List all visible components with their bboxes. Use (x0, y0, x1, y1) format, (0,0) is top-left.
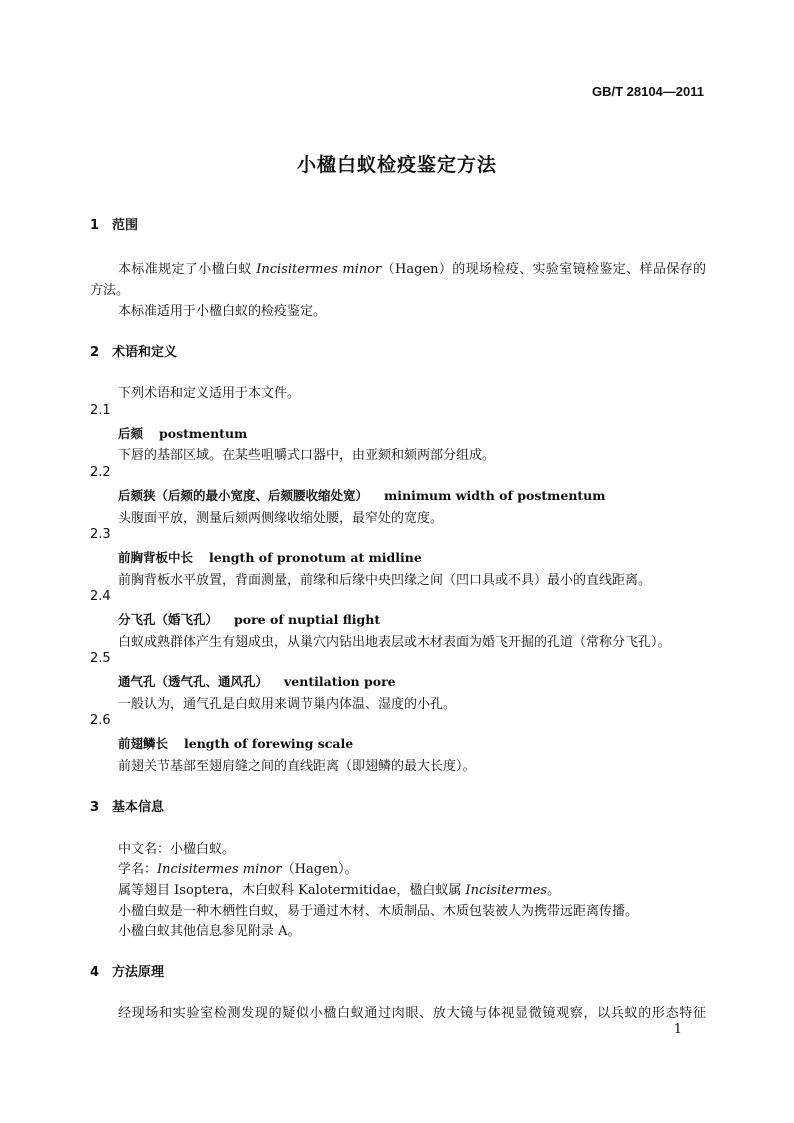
term-definition: 头腹面平放，测量后颏两侧缘收缩处腰，最窄处的宽度。 (118, 511, 444, 526)
scope-paragraph-1-continued: 方法。 (90, 283, 130, 298)
principle-paragraph: 经现场和实验室检测发现的疑似小楹白蚁通过肉眼、放大镜与体视显微镜观察，以兵蚁的形态特征 (118, 1006, 706, 1021)
info-scientific-name (118, 858, 358, 877)
standard-id: GB/T 28104—2011 (591, 84, 704, 99)
section-title: 方法原理 (112, 965, 165, 980)
section-2-heading (90, 341, 177, 360)
term-number: 2.1 (90, 403, 111, 418)
text: 本标准规定了小楹白蚁 (118, 262, 257, 277)
term-definition: 前胸背板水平放置，背面测量，前缘和后缘中央凹缘之间（凹口具或不具）最小的直线距离。 (118, 573, 652, 588)
term-number: 2.2 (90, 465, 111, 480)
term-name (118, 610, 380, 628)
section-4-heading (90, 961, 164, 980)
term-name (118, 548, 422, 566)
section-title: 范围 (112, 218, 139, 233)
info-chinese-name: 中文名：小楹白蚁。 (118, 842, 236, 857)
section-1-heading (90, 214, 138, 233)
term-zh: 前翅鳞长 (118, 736, 169, 751)
info-taxonomy (118, 879, 560, 898)
term-number: 2.4 (90, 589, 111, 604)
term-name (118, 734, 353, 752)
scientific-name: Incisitermes minor (256, 262, 382, 277)
term-definition: 白蚁成熟群体产生有翅成虫，从巢穴内钻出地表层或木材表面为婚飞开掘的孔道（常称分飞孔）。 (118, 635, 671, 650)
scope-paragraph-2: 本标准适用于小楹白蚁的检疫鉴定。 (118, 304, 327, 319)
terms-intro: 下列术语和定义适用于本文件。 (118, 386, 301, 401)
term-en: postmentum (159, 426, 248, 441)
term-definition: 下唇的基部区域。在某些咀嚼式口器中，由亚颏和颏两部分组成。 (118, 448, 496, 463)
page-number: 1 (673, 1022, 682, 1037)
section-number: 2 (90, 345, 100, 360)
term-en: minimum width of postmentum (384, 488, 606, 503)
document-title: 小楹白蚁检疫鉴定方法 (296, 154, 497, 176)
term-definition: 前翅关节基部至翅肩缝之间的直线距离（即翅鳞的最大长度）。 (118, 759, 476, 774)
section-number: 4 (90, 965, 100, 980)
text: 学名： (118, 862, 158, 877)
section-number: 3 (90, 800, 100, 815)
term-name (118, 486, 606, 504)
text: 。 (547, 883, 561, 898)
section-3-heading (90, 796, 164, 815)
term-zh: 后颏狭（后颏的最小宽度、后颏腰收缩处宽） (118, 488, 369, 503)
term-en: pore of nuptial flight (234, 612, 381, 627)
info-appendix-ref: 小楹白蚁其他信息参见附录 A。 (118, 924, 301, 939)
term-definition: 一般认为，通气孔是白蚁用来调节巢内体温、湿度的小孔。 (118, 697, 457, 712)
term-zh: 通气孔（透气孔、通风孔） (118, 674, 269, 689)
section-title: 术语和定义 (112, 345, 178, 360)
term-zh: 前胸背板中长 (118, 550, 194, 565)
genus-name: Incisitermes (465, 883, 548, 898)
term-number: 2.3 (90, 527, 111, 542)
term-zh: 后颏 (118, 426, 144, 441)
term-en: length of pronotum at midline (209, 550, 422, 565)
text: 属等翅目 Isoptera，木白蚁科 Kalotermitidae，楹白蚁属 (118, 883, 466, 898)
section-number: 1 (90, 218, 100, 233)
scope-paragraph-1 (118, 258, 706, 277)
scientific-name: Incisitermes minor (157, 862, 282, 877)
section-title: 基本信息 (112, 800, 165, 815)
term-name (118, 424, 247, 442)
info-description: 小楹白蚁是一种木栖性白蚁，易于通过木材、木质制品、木质包装被人为携带远距离传播。 (118, 904, 639, 919)
term-en: ventilation pore (284, 674, 396, 689)
text: （Hagen）。 (281, 862, 358, 877)
term-number: 2.5 (90, 651, 111, 666)
term-name (118, 672, 396, 690)
text: （Hagen）的现场检疫、实验室镜检鉴定、样品保存的 (381, 262, 706, 277)
term-zh: 分飞孔（婚飞孔） (118, 612, 219, 627)
term-en: length of forewing scale (184, 736, 354, 751)
term-number: 2.6 (90, 713, 111, 728)
